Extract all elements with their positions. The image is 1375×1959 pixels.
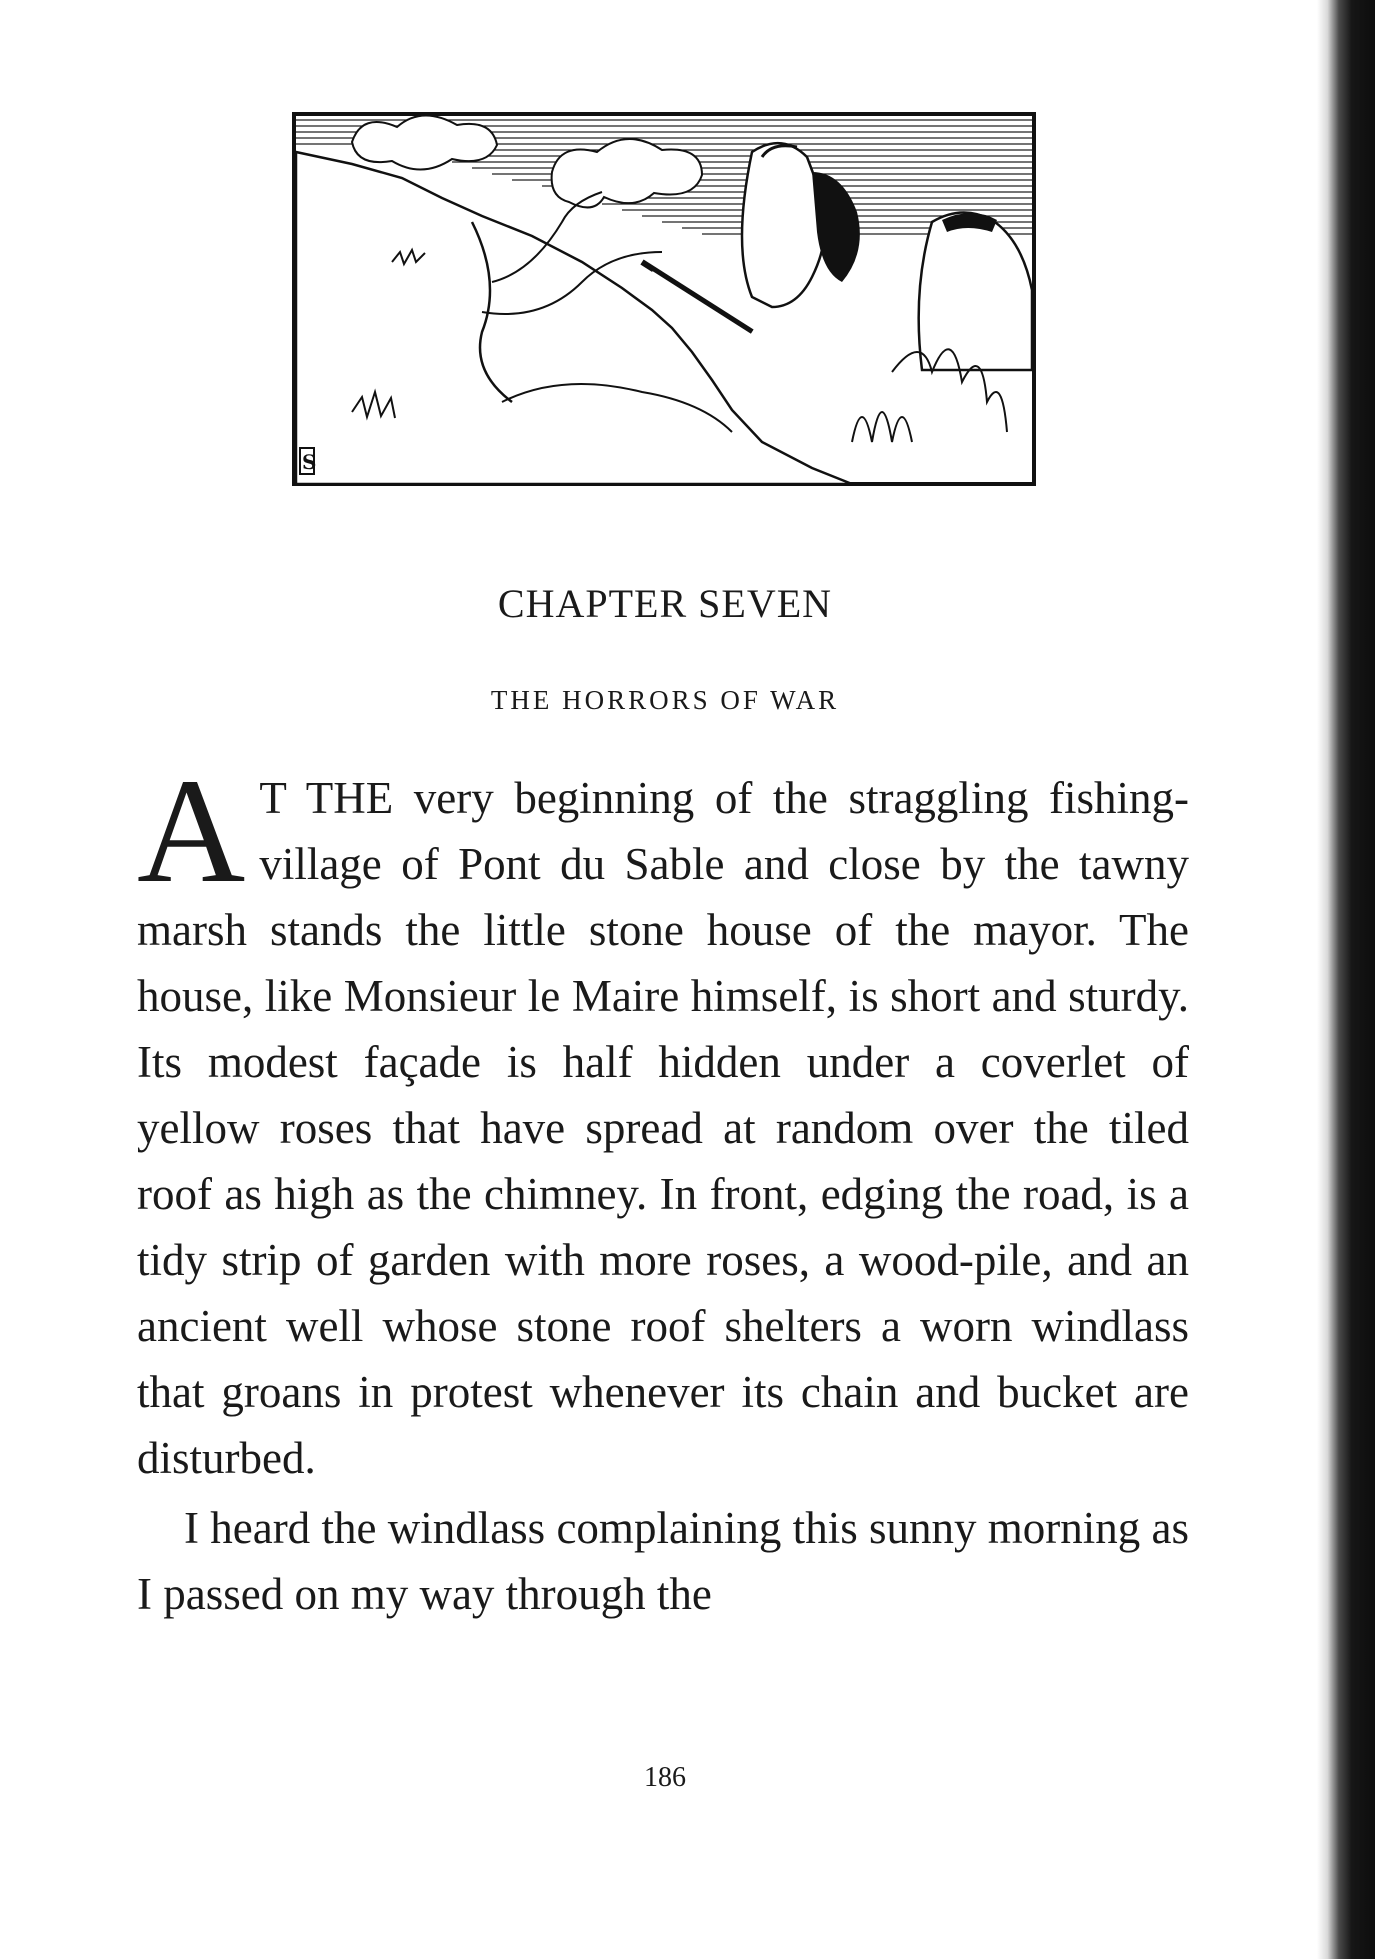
body-text (137, 748, 1189, 1627)
illustrator-monogram: S (302, 450, 317, 474)
chapter-heading: CHAPTER SEVEN (497, 581, 833, 626)
drop-cap: A (137, 748, 246, 914)
paragraph-1-text: T THE very beginning of the straggling fishing-village of Pont du Sable and close by the tawny marsh stands the little stone house of the mayor. The house, like Monsieur le Maire himself, is short and sturdy. Its modest façade is half hidden under a coverlet of yellow roses that have spread at random over the tiled roof as high as the chimney. In front, edging the road, is a tidy strip of garden with more roses, a wood-pile, and an ancient well whose stone roof shelters a worn windlass that groans in protest whenever its chain and bucket are disturbed. (137, 773, 1189, 1483)
page-number: 186 (644, 1762, 686, 1793)
chapter-illustration (292, 112, 1036, 486)
paragraph-1 (137, 748, 1189, 1491)
page-edge-shadow (1317, 0, 1375, 1959)
paragraph-2: I heard the windlass complaining this sunny morning as I passed on my way through the (137, 1503, 1189, 1619)
chapter-subtitle: THE HORRORS OF WAR (490, 685, 840, 715)
